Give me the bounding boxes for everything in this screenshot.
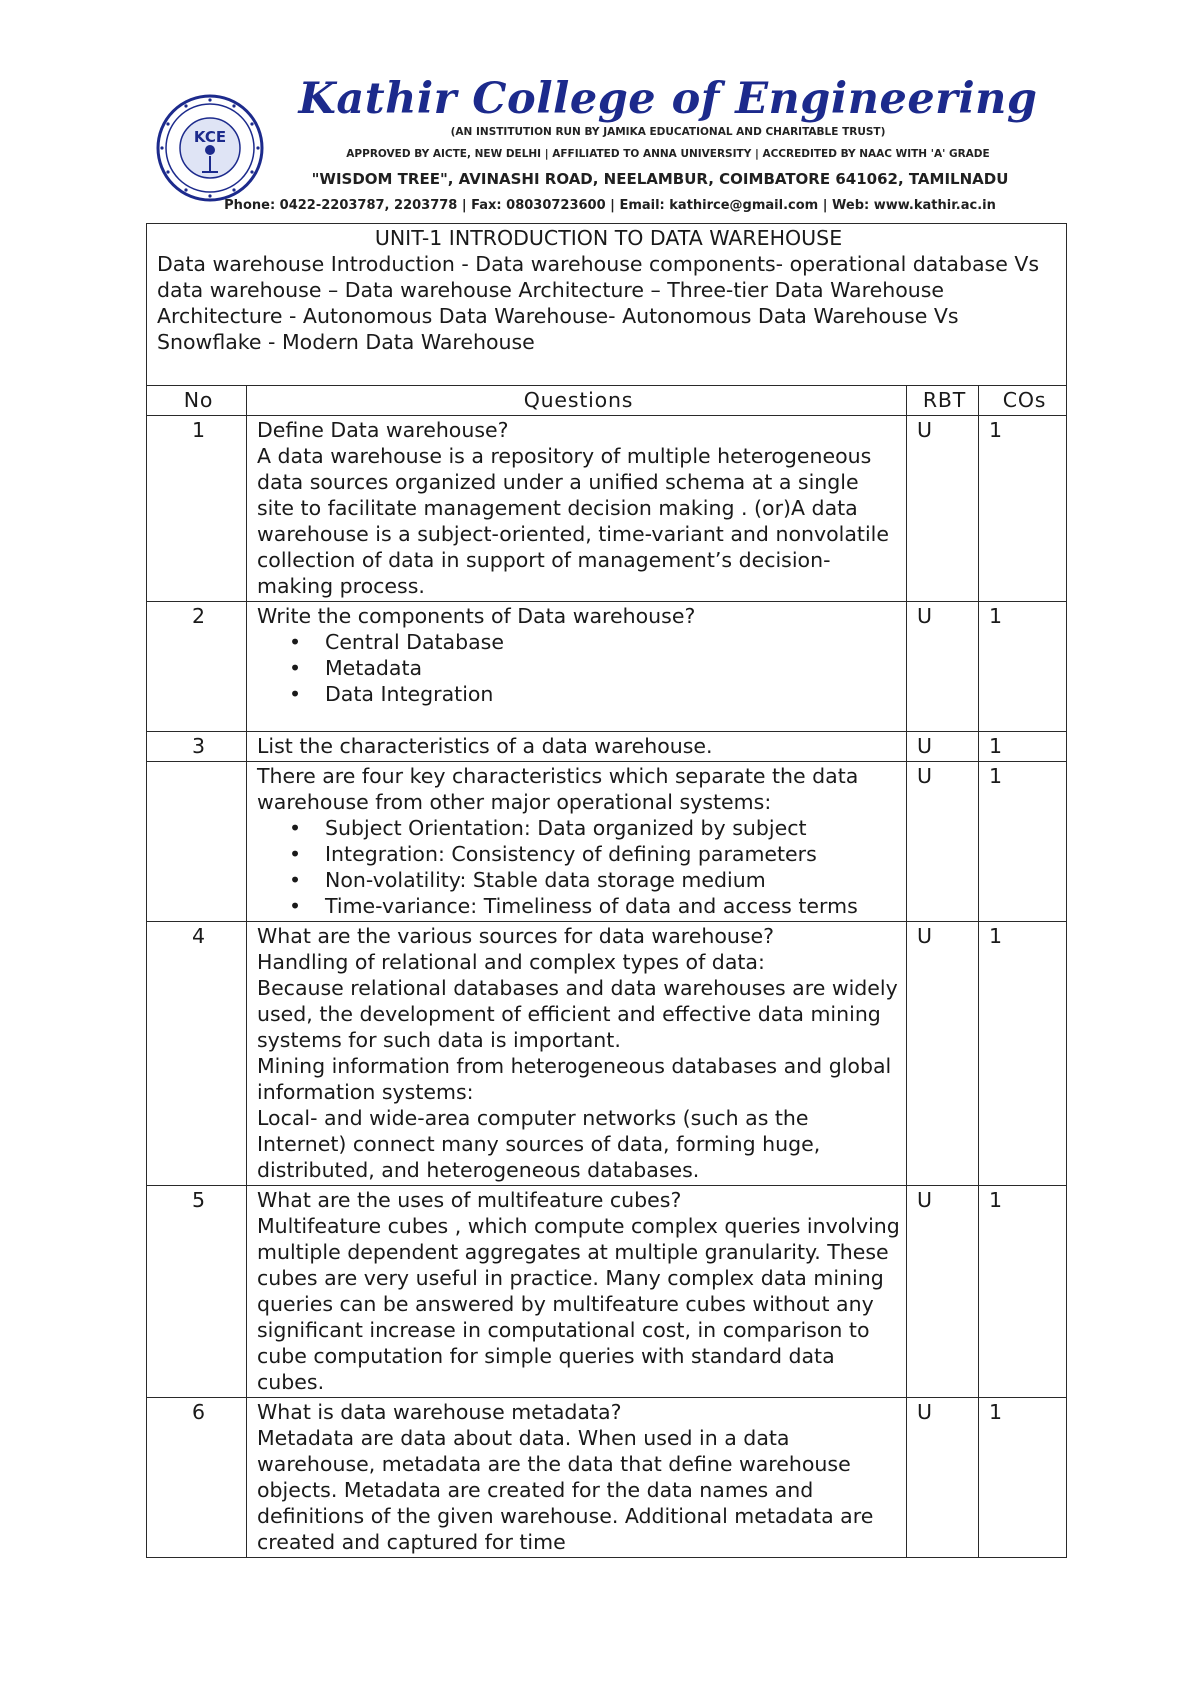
unit-title: UNIT-1 INTRODUCTION TO DATA WAREHOUSE bbox=[374, 226, 843, 250]
question-cell bbox=[247, 1398, 907, 1558]
header-questions: Questions bbox=[247, 386, 907, 416]
course-outcome: 1 bbox=[979, 1398, 1067, 1558]
question-cell bbox=[247, 1186, 907, 1398]
question-text: Write the components of Data warehouse? bbox=[257, 604, 696, 628]
question-cell bbox=[247, 922, 907, 1186]
rbt-level: U bbox=[907, 762, 979, 922]
unit-description: Data warehouse Introduction - Data warehouse components- operational database Vs data warehouse – Data warehouse Architecture – Three-tier Data Warehouse Architecture - Autonomous Data Warehouse- Autonomous Data Warehouse Vs Snowflake - Modern Data Warehouse bbox=[157, 252, 1040, 354]
answer-bullet-list bbox=[257, 815, 900, 919]
table-row bbox=[147, 602, 1067, 732]
answer-text: A data warehouse is a repository of multiple heterogeneous data sources organized under a unified schema at a single site to facilitate management decision making . (or)A data warehouse is a subject-oriented, time-variant and nonvolatile collection of data in support of management’s decision-making process. bbox=[257, 444, 889, 598]
list-item: • Integration: Consistency of defining parameters bbox=[325, 841, 900, 867]
list-item: • Data Integration bbox=[325, 681, 900, 707]
question-text: What are the various sources for data warehouse? bbox=[257, 924, 775, 948]
answer-text: There are four key characteristics which separate the data warehouse from other major operational systems: bbox=[257, 764, 859, 814]
question-number bbox=[147, 762, 247, 922]
unit-header-row bbox=[147, 224, 1067, 386]
rbt-level: U bbox=[907, 416, 979, 602]
question-text: What are the uses of multifeature cubes? bbox=[257, 1188, 682, 1212]
list-item: • Central Database bbox=[325, 629, 900, 655]
logo-text: KCE bbox=[193, 128, 227, 146]
question-number: 5 bbox=[147, 1186, 247, 1398]
letterhead bbox=[150, 70, 1070, 220]
rbt-level: U bbox=[907, 1398, 979, 1558]
answer-text: Handling of relational and complex types of data: bbox=[257, 950, 765, 974]
rbt-level: U bbox=[907, 1186, 979, 1398]
table-row bbox=[147, 416, 1067, 602]
answer-text: Local- and wide-area computer networks (such as the Internet) connect many sources of data, forming huge, distributed, and heterogeneous databases. bbox=[257, 1106, 821, 1182]
college-address: "WISDOM TREE", AVINASHI ROAD, NEELAMBUR, COIMBATORE 641062, TAMILNADU bbox=[311, 170, 1009, 188]
course-outcome: 1 bbox=[979, 1186, 1067, 1398]
answer-text: Metadata are data about data. When used in a data warehouse, metadata are the data that define warehouse objects. Metadata are created for the data names and definitions of the given warehouse. Additional metadata are created and captured for time bbox=[257, 1426, 874, 1554]
answer-text: Because relational databases and data warehouses are widely used, the development of efficient and effective data mining systems for such data is important. bbox=[257, 976, 898, 1052]
table-row bbox=[147, 1398, 1067, 1558]
college-approvals: APPROVED BY AICTE, NEW DELHI | AFFILIATED TO ANNA UNIVERSITY | ACCREDITED BY NAAC WITH 'A' GRADE bbox=[346, 148, 990, 160]
answer-text: Mining information from heterogeneous databases and global information systems: bbox=[257, 1054, 892, 1104]
table-row bbox=[147, 1186, 1067, 1398]
question-number: 1 bbox=[147, 416, 247, 602]
table-row bbox=[147, 922, 1067, 1186]
course-outcome: 1 bbox=[979, 922, 1067, 1186]
question-cell bbox=[247, 732, 907, 762]
table-row bbox=[147, 762, 1067, 922]
course-outcome: 1 bbox=[979, 416, 1067, 602]
table-row bbox=[147, 732, 1067, 762]
question-cell bbox=[247, 762, 907, 922]
list-item: • Time-variance: Timeliness of data and access terms bbox=[325, 893, 900, 919]
question-cell bbox=[247, 416, 907, 602]
question-number: 6 bbox=[147, 1398, 247, 1558]
answer-text: Multifeature cubes , which compute complex queries involving multiple dependent aggregates at multiple granularity. These cubes are very useful in practice. Many complex data mining queries can be answered by multifeature cubes without any significant increase in computational cost, in comparison to cube computation for simple queries with standard data cubes. bbox=[257, 1214, 900, 1394]
course-outcome: 1 bbox=[979, 732, 1067, 762]
list-item: • Non-volatility: Stable data storage medium bbox=[325, 867, 900, 893]
course-outcome: 1 bbox=[979, 602, 1067, 732]
question-text: Define Data warehouse? bbox=[257, 418, 509, 442]
question-text: List the characteristics of a data warehouse. bbox=[257, 734, 713, 758]
unit-header-cell bbox=[147, 224, 1067, 386]
column-header-row bbox=[147, 386, 1067, 416]
header-no: No bbox=[147, 386, 247, 416]
rbt-level: U bbox=[907, 732, 979, 762]
question-bank-table bbox=[146, 223, 1067, 1558]
college-contact: Phone: 0422-2203787, 2203778 | Fax: 08030723600 | Email: kathirce@gmail.com | Web: www.kathir.ac.in bbox=[224, 198, 996, 213]
college-name: Kathir College of Engineering bbox=[298, 74, 1038, 124]
course-outcome: 1 bbox=[979, 762, 1067, 922]
answer-bullet-list bbox=[257, 629, 900, 707]
list-item: • Metadata bbox=[325, 655, 900, 681]
rbt-level: U bbox=[907, 602, 979, 732]
header-cos: COs bbox=[979, 386, 1067, 416]
question-cell bbox=[247, 602, 907, 732]
question-number: 3 bbox=[147, 732, 247, 762]
list-item: • Subject Orientation: Data organized by subject bbox=[325, 815, 900, 841]
question-number: 2 bbox=[147, 602, 247, 732]
header-rbt: RBT bbox=[907, 386, 979, 416]
college-tagline: (AN INSTITUTION RUN BY JAMIKA EDUCATIONAL AND CHARITABLE TRUST) bbox=[450, 126, 886, 138]
question-text: What is data warehouse metadata? bbox=[257, 1400, 622, 1424]
rbt-level: U bbox=[907, 922, 979, 1186]
question-number: 4 bbox=[147, 922, 247, 1186]
